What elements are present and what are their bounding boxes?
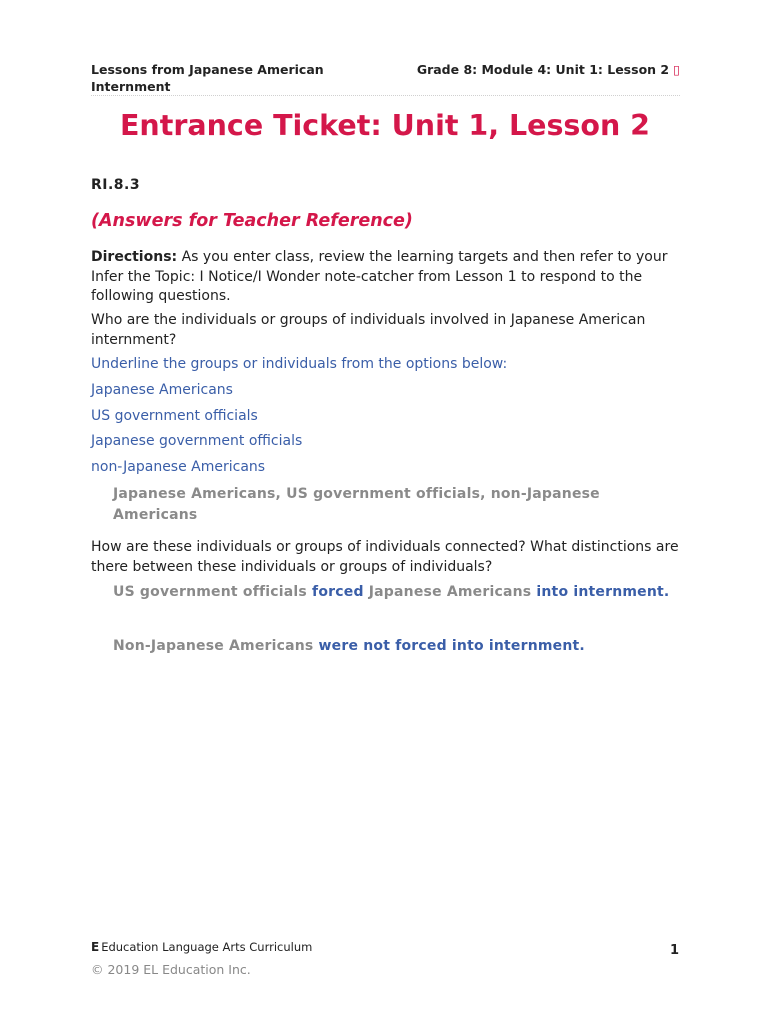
option-item: Japanese Americans xyxy=(91,382,233,398)
option-item: Japanese government officials xyxy=(91,433,303,449)
page-number: 1 xyxy=(670,943,680,958)
answer-2 xyxy=(113,582,673,603)
answer-2-part2: forced xyxy=(312,584,364,600)
header-lesson-text: Grade 8: Module 4: Unit 1: Lesson 2 xyxy=(416,62,670,77)
header-module-title-line2: Internment xyxy=(91,79,171,94)
question-2: How are these individuals or groups of individuals connected? What distinctions are there between these individuals or groups of individuals? xyxy=(91,539,679,575)
directions-paragraph xyxy=(91,248,686,307)
directions-text: As you enter class, review the learning targets and then refer to your Infer the Topic: I Notice/I Wonder note-catcher from Lesson 1 to respond to the following questions. xyxy=(91,249,668,304)
answer-1: Japanese Americans, US government officials, non-Japanese Americans xyxy=(113,486,600,523)
reference-note: (Answers for Teacher Reference) xyxy=(91,211,413,231)
answer-3-part2: were not forced into internment. xyxy=(318,638,585,654)
page-title: Entrance Ticket: Unit 1, Lesson 2 xyxy=(119,109,651,142)
header-glyph-icon: ▯ xyxy=(673,62,680,77)
option-item: US government officials xyxy=(91,408,258,424)
copyright: © 2019 EL Education Inc. xyxy=(91,962,251,977)
el-logo-icon: E xyxy=(91,940,100,954)
directions-label: Directions: xyxy=(91,249,178,265)
page-header xyxy=(91,61,680,96)
answer-2-part3: Japanese Americans xyxy=(368,584,532,600)
standard-code: RI.8.3 xyxy=(91,177,141,193)
header-lesson-label xyxy=(417,61,680,78)
header-module-title-line1: Lessons from Japanese American xyxy=(91,62,324,77)
question-1: Who are the individuals or groups of individuals involved in Japanese American internment? xyxy=(91,312,646,348)
answer-2-part4: into internment. xyxy=(536,584,670,600)
underline-instruction: Underline the groups or individuals from the options below: xyxy=(91,356,508,372)
footer-logo xyxy=(91,940,312,954)
footer-logo-text: Education Language Arts Curriculum xyxy=(101,940,313,954)
header-module-title xyxy=(91,61,361,95)
answer-3 xyxy=(113,636,673,657)
answer-2-part1: US government officials xyxy=(113,584,307,600)
option-item: non-Japanese Americans xyxy=(91,459,266,475)
answer-3-part1: Non-Japanese Americans xyxy=(113,638,314,654)
